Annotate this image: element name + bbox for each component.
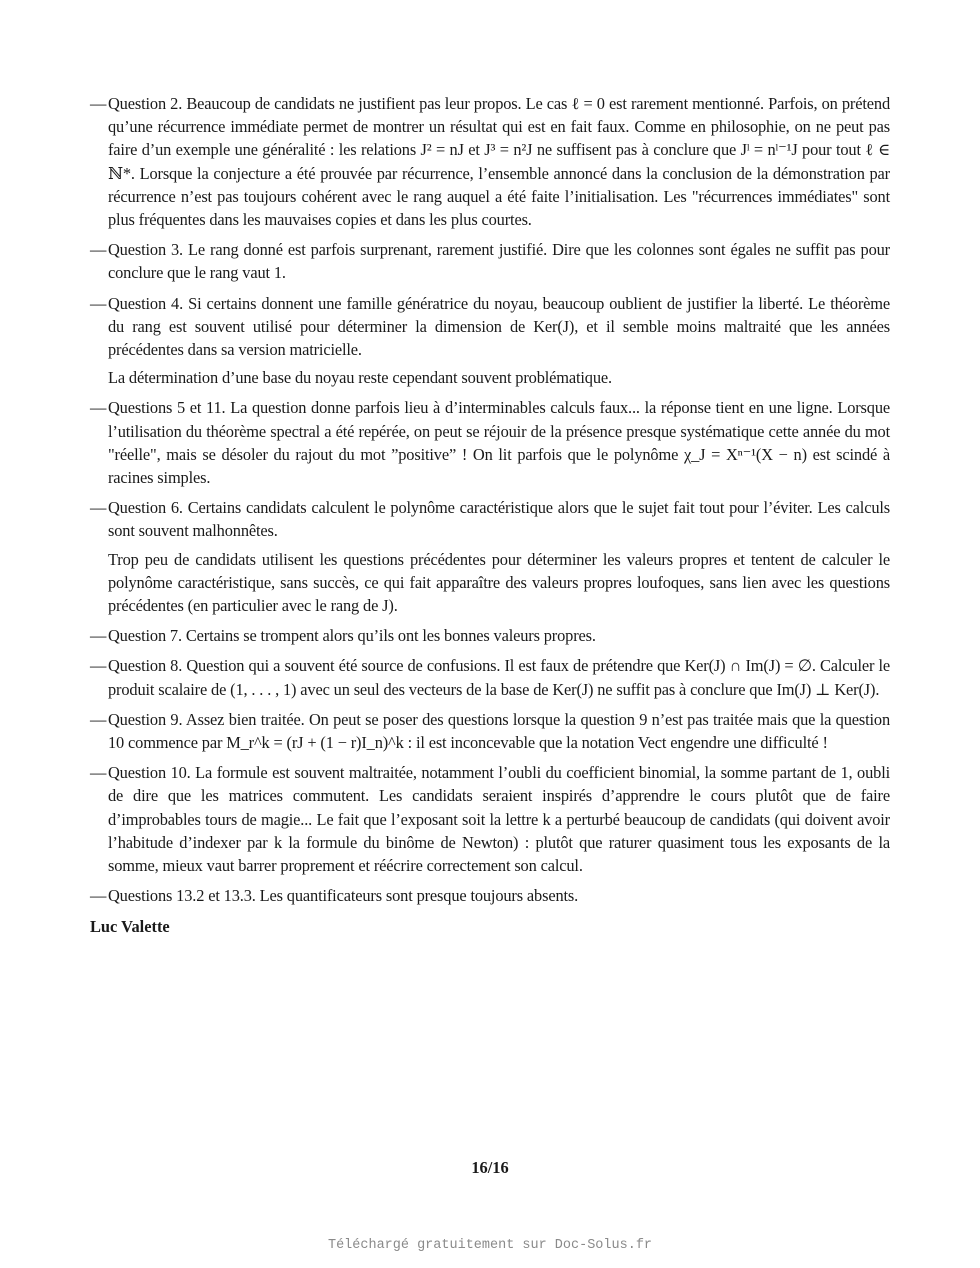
em-dash-bullet: — xyxy=(90,398,107,418)
em-dash-bullet: — xyxy=(90,886,107,906)
item-paragraph: Question 10. La formule est souvent maltraitée, notamment l’oubli du coefficient binomial, la somme partant de 1, oubli de dire que les matrices commutent. Les candidats seraient inspirés d’apprendre le cours plutôt que de faire d’improbables tours de magie... Le fait que l’exposant soit la lettre k a perturbé beaucoup de candidats (qui doivent avoir l’habitude d’indexer par k la formule du binôme de Newton) : plutôt que raturer quasiment tous les exposants de la somme, mieux vaut barrer proprement et réécrire correctement son calcul. xyxy=(108,763,890,876)
em-dash-bullet: — xyxy=(90,656,107,676)
document-body xyxy=(90,92,890,937)
em-dash-bullet: — xyxy=(90,498,107,518)
em-dash-bullet: — xyxy=(90,709,107,729)
em-dash-bullet: — xyxy=(90,94,107,113)
page-number: 16/16 xyxy=(471,1158,509,1177)
item-paragraph: Question 2. Beaucoup de candidats ne justifient pas leur propos. Le cas ℓ = 0 est rarement mentionné. Parfois, on prétend qu’une récurrence immédiate permet de montrer un résultat qui est en fait faux. Comme en philosophie, on ne peut pas faire d’un exemple une généralité : les relations J² = nJ et J³ = n²J ne suffisent pas à conclure que Jˡ = nˡ⁻¹J pour tout ℓ ∈ ℕ*. Lorsque la conjecture a été prouvée par récurrence, l’ensemble annoncé dans la conclusion de la démonstration par récurrence n’est pas toujours cohérent avec le rang auquel a été faite l’initialisation. Les "récurrences immédiates" sont plus fréquentes dans les mauvaises copies et dans les plus courtes. xyxy=(108,94,890,230)
item-paragraph-continued: Trop peu de candidats utilisent les questions précédentes pour déterminer les valeurs propres et tentent de calculer le polynôme caractéristique, sans succès, ce qui fait apparaître des valeurs propres loufoques, sans lien avec les questions précédentes (en particulier avec le rang de J). xyxy=(108,549,890,616)
list-item-question-2 xyxy=(90,92,890,231)
item-paragraph: Question 3. Le rang donné est parfois surprenant, rarement justifié. Dire que les colonnes sont égales ne suffit pas pour conclure que le rang vaut 1. xyxy=(108,240,890,283)
item-paragraph: Question 4. Si certains donnent une famille génératrice du noyau, beaucoup oublient de justifier la liberté. Le théorème du rang est souvent utilisé pour déterminer la dimension de Ker(J), et il semble moins maltraité que les années précédentes dans sa version matricielle. xyxy=(108,293,890,360)
list-item-question-8 xyxy=(90,654,890,700)
em-dash-bullet: — xyxy=(90,763,107,783)
list-item-questions-13 xyxy=(90,884,890,907)
item-paragraph: Question 7. Certains se trompent alors qu’ils ont les bonnes valeurs propres. xyxy=(108,626,596,646)
em-dash-bullet: — xyxy=(90,293,107,313)
em-dash-bullet: — xyxy=(90,240,107,260)
list-item-questions-5-11 xyxy=(90,396,890,489)
item-paragraph: Questions 13.2 et 13.3. Les quantificateurs sont presque toujours absents. xyxy=(108,886,579,906)
list-item-question-4 xyxy=(90,292,890,390)
list-item-question-6 xyxy=(90,496,890,617)
item-paragraph: Question 6. Certains candidats calculent le polynôme caractéristique alors que le sujet fait tout pour l’éviter. Les calculs sont souvent malhonnêtes. xyxy=(108,498,890,541)
list-item-question-9 xyxy=(90,708,890,754)
list-item-question-7 xyxy=(90,624,890,647)
list-item-question-10 xyxy=(90,761,890,877)
item-paragraph: Questions 5 et 11. La question donne parfois lieu à d’interminables calculs faux... la réponse tient en une ligne. Lorsque l’utilisation du théorème spectral a été repérée, on peut se réjouir de la présence presque systématique cette année du mot "réelle", mais se désoler du rajout du mot ”positive” ! On lit parfois que le polynôme χ_J = Xⁿ⁻¹(X − n) est scindé à racines simples. xyxy=(108,398,890,488)
item-paragraph: Question 8. Question qui a souvent été source de confusions. Il est faux de prétendre que Ker(J) ∩ Im(J) = ∅. Calculer le produit scalaire de (1, . . . , 1) avec un seul des vecteurs de la base de Ker(J) ne suffit pas à conclure que Im(J) ⊥ Ker(J). xyxy=(108,656,890,699)
em-dash-bullet: — xyxy=(90,626,107,646)
list-item-question-3 xyxy=(90,238,890,284)
author-signature: Luc Valette xyxy=(90,916,170,936)
item-paragraph: Question 9. Assez bien traitée. On peut se poser des questions lorsque la question 9 n’est pas traitée mais que la question 10 commence par M_r^k = (rJ + (1 − r)I_n)^k : il est inconcevable que la notation Vect engendre une difficulté ! xyxy=(108,709,890,753)
item-paragraph-continued: La détermination d’une base du noyau reste cependant souvent problématique. xyxy=(108,368,612,388)
download-footer: Téléchargé gratuitement sur Doc-Solus.fr xyxy=(327,1238,653,1253)
